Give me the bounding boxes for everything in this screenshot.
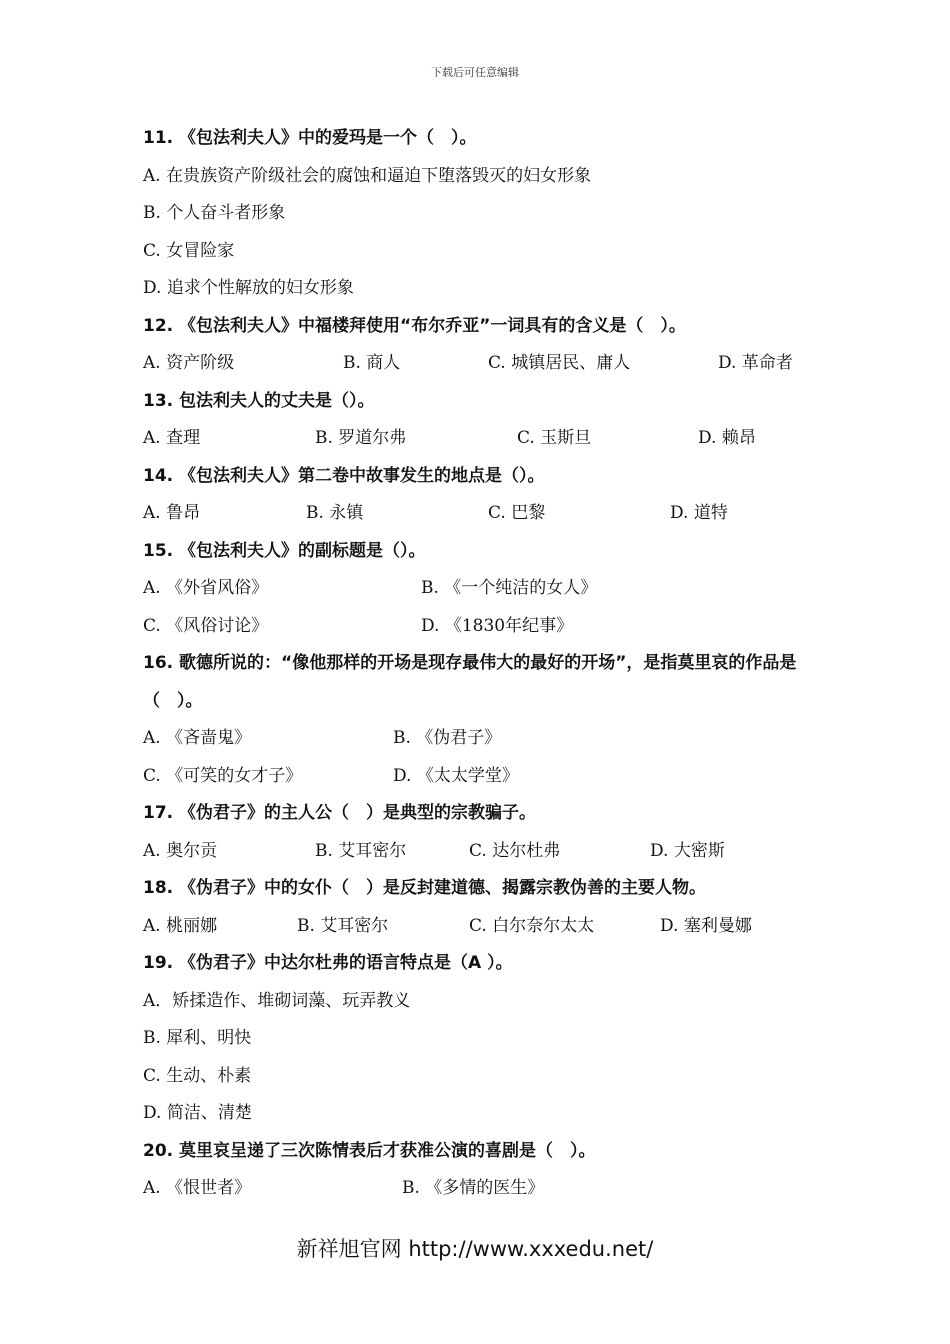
option: B. 永镇	[306, 503, 364, 523]
option: A. 《吝啬鬼》	[143, 728, 252, 748]
option-line	[143, 158, 843, 196]
question-stem: 11. 《包法利夫人》中的爱玛是一个（ ）。	[143, 128, 477, 148]
option: C. 生动、朴素	[143, 1065, 252, 1086]
option: C. 达尔杜弗	[469, 840, 561, 861]
question-stem: 19. 《伪君子》中达尔杜弗的语言特点是（A ）。	[143, 953, 513, 973]
option: B. 《多情的医生》	[402, 1178, 545, 1198]
option: D. 追求个性解放的妇女形象	[143, 278, 354, 298]
option-line	[143, 1020, 843, 1058]
page-footer: 新祥旭官网 http://www.xxxedu.net/	[296, 1237, 654, 1261]
option: D. 《太太学堂》	[393, 765, 519, 786]
option-line	[143, 233, 843, 271]
option-line	[143, 1058, 843, 1096]
option: A. 资产阶级	[143, 353, 235, 373]
question-stem: 18. 《伪君子》中的女仆（ ）是反封建道德、揭露宗教伪善的主要人物。	[143, 878, 707, 898]
option: A. 在贵族资产阶级社会的腐蚀和逼迫下堕落毁灭的妇女形象	[143, 165, 592, 186]
option: C. 玉斯旦	[517, 428, 592, 448]
option: A. 《外省风俗》	[143, 578, 269, 598]
option: C. 《可笑的女才子》	[143, 765, 303, 786]
option-line	[143, 345, 843, 383]
option: D. 简洁、清楚	[143, 1103, 252, 1123]
page-header: 下载后可任意编辑	[431, 66, 519, 79]
option-line	[143, 608, 843, 646]
option: B. 商人	[343, 353, 401, 373]
option-line	[143, 720, 843, 758]
option-line	[143, 758, 843, 796]
question-stem: 14. 《包法利夫人》第二卷中故事发生的地点是（）。	[143, 465, 545, 486]
option-line	[143, 1095, 843, 1133]
option: A．矫揉造作、堆砌词藻、玩弄教义	[143, 990, 411, 1011]
option-line	[143, 833, 843, 871]
question-stem: 13. 包法利夫人的丈夫是（）。	[143, 390, 375, 411]
option: C. 女冒险家	[143, 240, 235, 261]
question-list	[143, 120, 843, 1208]
option: D. 塞利曼娜	[660, 915, 752, 936]
option: C. 白尔奈尔太太	[469, 915, 595, 936]
option: D. 大密斯	[650, 840, 725, 861]
option-line	[143, 420, 843, 458]
option-line	[143, 195, 843, 233]
option: D. 赖昂	[698, 428, 756, 448]
option: D. 《1830年纪事》	[421, 615, 574, 636]
option-line	[143, 270, 843, 308]
option: B. 罗道尔弗	[315, 428, 407, 448]
option-line	[143, 570, 843, 608]
option: A. 桃丽娜	[143, 915, 218, 936]
question-stem: 20. 莫里哀呈递了三次陈情表后才获准公演的喜剧是（ ）。	[143, 1140, 596, 1161]
option: C. 《风俗讨论》	[143, 615, 269, 636]
question-stem: 15. 《包法利夫人》的副标题是（）。	[143, 540, 426, 561]
option: B. 艾耳密尔	[297, 915, 389, 936]
option: B. 《一个纯洁的女人》	[421, 578, 598, 598]
option-line	[143, 983, 843, 1021]
option: D. 道特	[670, 503, 728, 523]
option: B. 艾耳密尔	[315, 840, 407, 861]
question-stem: 17. 《伪君子》的主人公（ ）是典型的宗教骗子。	[143, 803, 537, 823]
option: A. 查理	[143, 428, 201, 448]
question-stem: 16. 歌德所说的：“像他那样的开场是现存最伟大的最好的开场”，是指莫里哀的作品是（ ）。	[143, 653, 797, 711]
option-line	[143, 495, 843, 533]
option: C. 巴黎	[488, 503, 546, 523]
option: B. 个人奋斗者形象	[143, 203, 286, 223]
option: B. 犀利、明快	[143, 1028, 252, 1048]
option: D. 革命者	[718, 353, 793, 373]
option: C. 城镇居民、庸人	[488, 353, 631, 373]
option: B. 《伪君子》	[393, 728, 502, 748]
option-line	[143, 1170, 843, 1208]
option: A. 鲁昂	[143, 503, 201, 523]
option: A. 《恨世者》	[143, 1178, 252, 1198]
question-stem: 12. 《包法利夫人》中福楼拜使用“布尔乔亚”一词具有的含义是（ ）。	[143, 315, 686, 336]
option: A. 奥尔贡	[143, 840, 218, 861]
option-line	[143, 908, 843, 946]
